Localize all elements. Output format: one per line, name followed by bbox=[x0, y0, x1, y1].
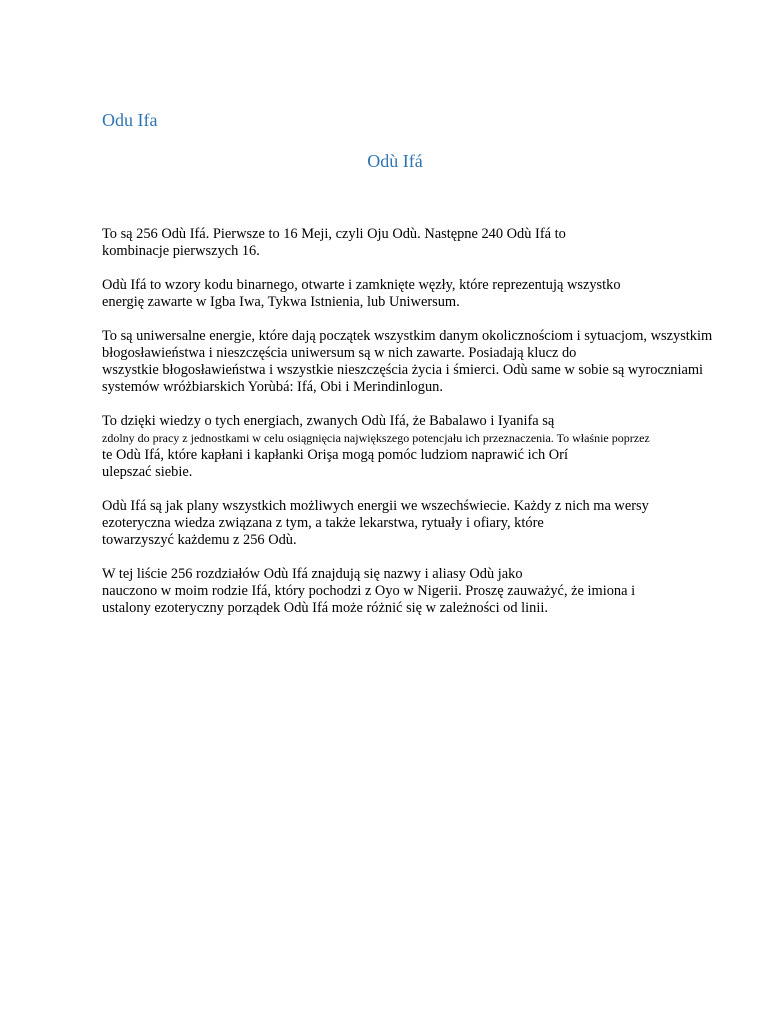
paragraph-line: To są 256 Odù Ifá. Pierwsze to 16 Meji, czyli Oju Odù. Następne 240 Odù Ifá to bbox=[102, 226, 566, 242]
document-title-center: Odù Ifá bbox=[367, 151, 423, 171]
paragraph-5 bbox=[102, 498, 752, 549]
document-title-left: Odu Ifa bbox=[102, 110, 158, 130]
paragraph-line: energię zawarte w Igba Iwa, Tykwa Istnienia, lub Uniwersum. bbox=[102, 294, 460, 310]
paragraph-line: wszystkie błogosławieństwa i wszystkie nieszczęścia życia i śmierci. Odù same w sobie są wyroczniami bbox=[102, 362, 704, 378]
paragraph-4 bbox=[102, 413, 752, 481]
paragraph-line: Odù Ifá są jak plany wszystkich możliwych energii we wszechświecie. Każdy z nich ma wersy bbox=[102, 498, 649, 514]
paragraph-3 bbox=[102, 328, 752, 396]
paragraph-line: błogosławieństwa i nieszczęścia uniwersum są w nich zawarte. Posiadają klucz do bbox=[102, 345, 577, 361]
paragraph-line: te Odù Ifá, które kapłani i kapłanki Orişa mogą pomóc ludziom naprawić ich Orí bbox=[102, 447, 568, 463]
paragraph-line: systemów wróżbiarskich Yorùbá: Ifá, Obi i Merindinlogun. bbox=[102, 379, 443, 395]
paragraph-line: To dzięki wiedzy o tych energiach, zwanych Odù Ifá, że Babalawo i Iyanifa są bbox=[102, 413, 555, 429]
paragraph-line: W tej liście 256 rozdziałów Odù Ifá znajdują się nazwy i aliasy Odù jako bbox=[102, 566, 523, 582]
paragraph-line: kombinacje pierwszych 16. bbox=[102, 243, 260, 259]
paragraph-line: towarzyszyć każdemu z 256 Odù. bbox=[102, 532, 297, 548]
paragraph-line: zdolny do pracy z jednostkami w celu osiągnięcia największego potencjału ich przeznaczenia. To właśnie poprzez bbox=[102, 431, 650, 445]
paragraph-line: ustalony ezoteryczny porządek Odù Ifá może różnić się w zależności od linii. bbox=[102, 600, 548, 616]
paragraph-line: Odù Ifá to wzory kodu binarnego, otwarte i zamknięte węzły, które reprezentują wszystko bbox=[102, 277, 621, 293]
paragraph-6 bbox=[102, 566, 752, 617]
paragraph-line: ulepszać siebie. bbox=[102, 464, 193, 480]
paragraph-2 bbox=[102, 277, 752, 311]
paragraph-line: ezoteryczna wiedza związana z tym, a także lekarstwa, rytuały i ofiary, które bbox=[102, 515, 544, 531]
paragraph-line: nauczono w moim rodzie Ifá, który pochodzi z Oyo w Nigerii. Proszę zauważyć, że imiona i bbox=[102, 583, 636, 599]
document-body bbox=[102, 226, 752, 634]
paragraph-1 bbox=[102, 226, 752, 260]
paragraph-line: To są uniwersalne energie, które dają początek wszystkim danym okolicznościom i sytuacjom, wszystkim bbox=[102, 328, 713, 344]
